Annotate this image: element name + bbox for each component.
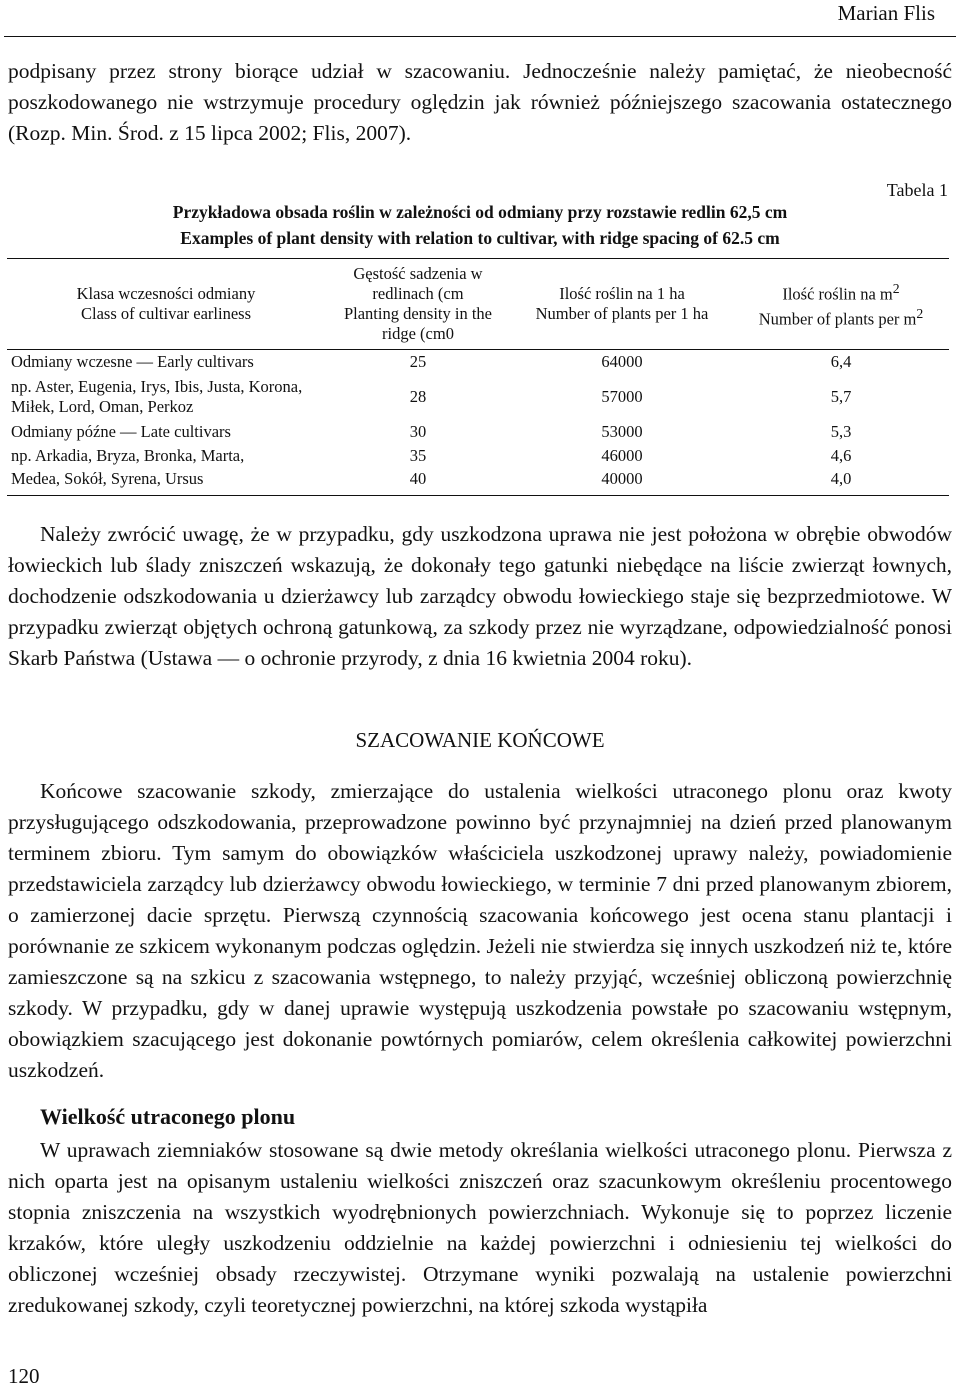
row-per-m2: 6,4 [830, 351, 852, 371]
row-per-m2: 4,6 [830, 445, 852, 465]
row-class: Odmiany późne — Late cultivars [11, 421, 231, 441]
header-rule [4, 36, 956, 37]
paragraph-hunting-districts: Należy zwrócić uwagę, że w przypadku, gdy uszkodzona uprawa nie jest położona w obrębie obwodów łowieckich lub ślady zniszczeń wskazują, że dokonały tego gatunki niebędące na liście zwierząt łownych, dochodzenie odszkodowania u dzierżawcy lub zarządcy obwodu łowieckiego staje się bezprzedmiotowe. W przypadku zwierząt objętych ochroną gatunkową, za szkody przez nie wyrządzane, odpowiedzialność ponosi Skarb Państwa (Ustawa — o ochronie przyrody, z dnia 16 kwietnia 2004 roku). [8, 522, 952, 670]
table-caption-polish: Przykładowa obsada roślin w zależności od odmiany przy rozstawie redlin 62,5 cm [172, 202, 788, 222]
row-density: 25 [409, 351, 427, 371]
section-title: SZACOWANIE KOŃCOWE [355, 728, 605, 752]
header-plants-per-m2-pl: Ilość roślin na $m^2$ [782, 280, 900, 303]
subheading: Wielkość utraconego plonu [40, 1104, 296, 1129]
row-per-m2: 5,7 [830, 386, 852, 406]
row-density: 40 [325, 468, 511, 496]
table-row [7, 350, 949, 374]
row-per-ha: 64000 [601, 351, 643, 371]
table-row [7, 420, 949, 444]
table-row [7, 468, 949, 496]
table-row [7, 374, 949, 420]
header-plants-per-ha-en: Number of plants per 1 ha [535, 304, 709, 323]
row-class: Odmiany wczesne — Early cultivars [11, 351, 254, 371]
header-planting-density [325, 259, 511, 350]
table-row [7, 444, 949, 468]
row-per-ha: 46000 [601, 445, 643, 465]
row-class: np. Arkadia, Bryza, Bronka, Marta, [11, 445, 245, 465]
row-class: np. Aster, Eugenia, Irys, Ibis, Justa, Korona, Miłek, Lord, Oman, Perkoz [11, 376, 303, 416]
plant-density-table [7, 258, 949, 496]
row-per-m2: 4,0 [733, 468, 949, 496]
paragraph-final-assessment: Końcowe szacowanie szkody, zmierzające do ustalenia wielkości utraconego plonu oraz kwoty przysługującego odszkodowania, przeprowadzone powinno być przynajmniej na dzień przed planowanym terminem zbioru. Tym samym do obowiązków właściciela uszkodzonej uprawy należy, powiadomienie przedstawiciela zarządcy lub dzierżawcy obwodu łowieckiego, w terminie 7 dni przed planowanym zbiorem, o zamierzonej dacie sprzętu. Pierwszą czynnością szacowania końcowego jest ocena stanu plantacji i porównanie ze szkicem wykonanym podczas oględzin. Jeżeli nie stwierdza się innych uszkodzeń niż te, które zamieszczone są na szkicu z szacowania wstępnego, to należy przyjąć, wcześniej obliczoną powierzchnię szkody. W przypadku, gdy w danej uprawie występują uszkodzenia powstałe po szacowaniu wstępnym, obowiązkiem szacującego jest dokonanie powtórnych pomiarów, celem określenia całkowitej powierzchni uszkodzeń. [8, 779, 952, 1082]
row-per-ha: 57000 [601, 386, 643, 406]
row-density: 28 [409, 386, 427, 406]
running-head: Marian Flis [837, 1, 935, 25]
header-earliness-class [7, 259, 325, 350]
row-density: 35 [409, 445, 427, 465]
row-per-ha: 53000 [601, 421, 643, 441]
header-planting-density-en: Planting density in the ridge (cm0 [343, 304, 493, 343]
table-header-row [7, 259, 949, 350]
header-planting-density-pl: Gęstość sadzenia w redlinach (cm [353, 264, 483, 303]
header-plants-per-ha-pl: Ilość roślin na 1 ha [559, 284, 685, 303]
row-per-m2: 5,3 [830, 421, 852, 441]
header-earliness-class-en: Class of cultivar earliness [81, 304, 251, 323]
header-plants-per-m2-en: Number of plants per $m^2$ [758, 306, 924, 329]
row-per-ha: 40000 [511, 468, 733, 496]
intro-paragraph: podpisany przez strony biorące udział w szacowaniu. Jednocześnie należy pamiętać, że nieobecność poszkodowanego nie wstrzymuje procedury oględzin jak również późniejszego szacowania ostatecznego (Rozp. Min. Środ. z 15 lipca 2002; Flis, 2007). [8, 59, 952, 145]
paragraph-yield-loss: W uprawach ziemniaków stosowane są dwie metody określania wielkości utraconego plonu. Pierwsza z nich oparta jest na opisanym ustaleniu wielkości zniszczeń oraz szacunkowym określeniu procentowego stopnia zniszczenia na wszystkich wyodrębnionych powierzchniach. Wykonuje się to poprzez liczenie krzaków, które uległy uszkodzeniu oddzielnie na każdej powierzchni i odniesieniu tej wielkości do obliczonej wcześniej obsady rzeczywistej. Otrzymane wyniki pozwalają na ustalenie powierzchni zredukowanej szkody, czyli teoretycznej powierzchni, na której szkoda wystąpiła [8, 1138, 952, 1317]
header-earliness-class-pl: Klasa wczesności odmiany [76, 284, 256, 303]
header-plants-per-ha [511, 259, 733, 350]
page-number: 120 [8, 1364, 40, 1388]
row-density: 30 [409, 421, 427, 441]
table-number: Tabela 1 [886, 180, 948, 200]
row-class: Medea, Sokół, Syrena, Ursus [7, 468, 325, 496]
table-caption-english: Examples of plant density with relation to cultivar, with ridge spacing of 62.5 cm [180, 228, 780, 248]
header-plants-per-m2 [733, 259, 949, 350]
